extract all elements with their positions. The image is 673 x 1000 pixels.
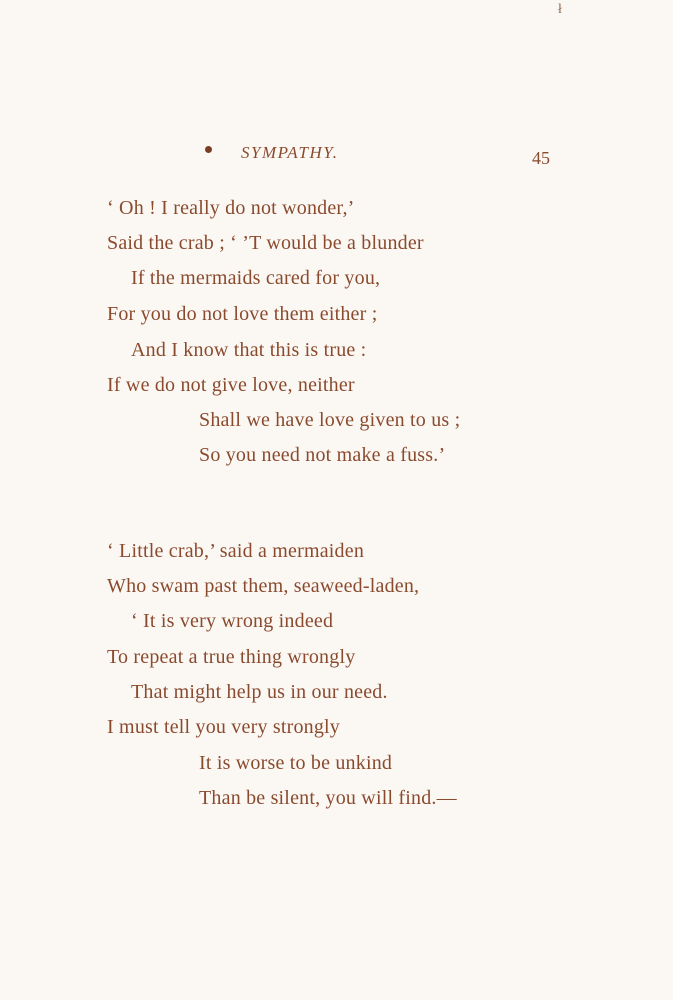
poem-line: Who swam past them, seaweed-laden, <box>107 575 420 597</box>
poem-line: Shall we have love given to us ; <box>199 409 461 431</box>
poem-line: ‘ Little crab,’ said a mermaiden <box>107 540 365 562</box>
page-number: 45 <box>532 148 550 168</box>
poem-line: I must tell you very strongly <box>107 716 340 738</box>
poem-line: So you need not make a fuss.’ <box>199 444 446 466</box>
poem-line: That might help us in our need. <box>131 681 388 703</box>
poem-line: Said the crab ; ‘ ’T would be a blunder <box>107 232 424 254</box>
poem-line: It is worse to be unkind <box>199 752 393 774</box>
poem-line: Than be silent, you will find.— <box>199 787 457 809</box>
poem-line: ‘ It is very wrong indeed <box>131 610 334 632</box>
poem-line: ‘ Oh ! I really do not wonder,’ <box>107 197 355 219</box>
ornament-dot <box>205 146 212 153</box>
running-title: SYMPATHY. <box>241 143 339 162</box>
poem-line: If we do not give love, neither <box>107 374 355 396</box>
poem-line: And I know that this is true : <box>131 339 367 361</box>
page-edge-mark: ł <box>558 2 562 17</box>
poem-line: If the mermaids cared for you, <box>131 267 381 289</box>
poem-line: To repeat a true thing wrongly <box>107 646 356 668</box>
poem-line: For you do not love them either ; <box>107 303 378 325</box>
